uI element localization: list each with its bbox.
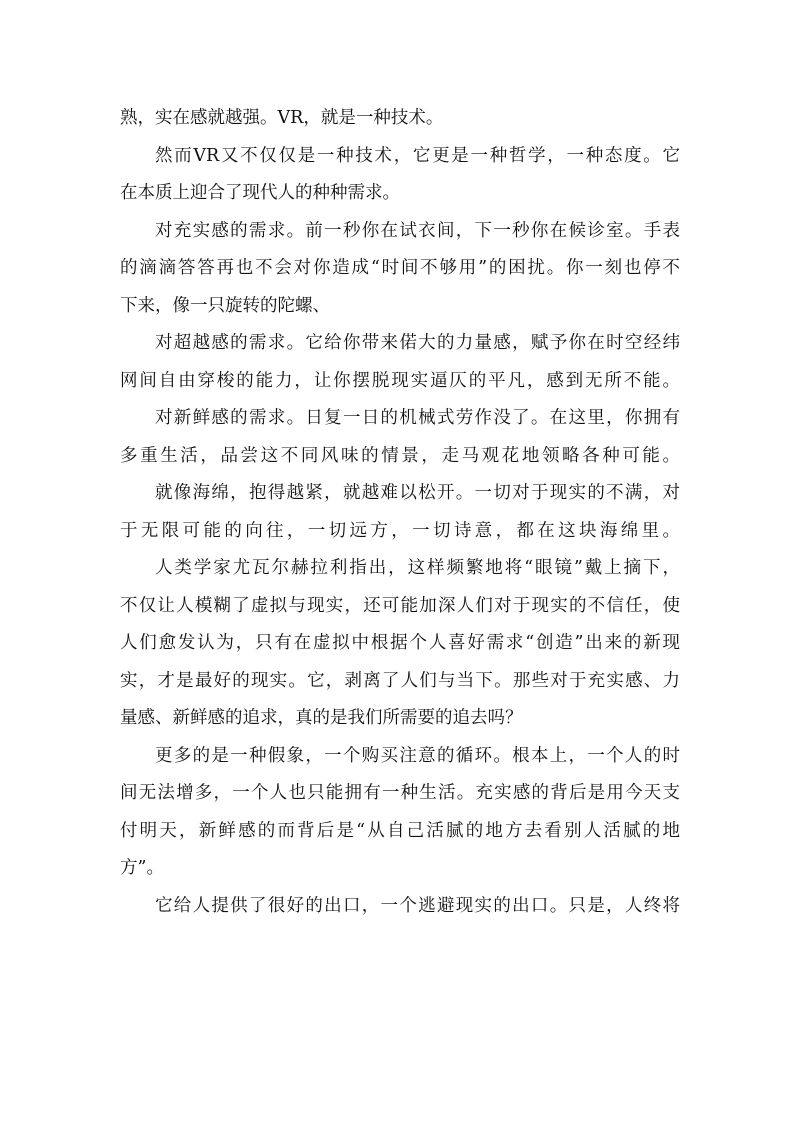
text-line: 多重生活，品尝这不同风味的情景，走马观花地领略各种可能。 <box>120 445 680 466</box>
text-line: 间无法增多，一个人也只能拥有一种生活。充实感的背后是用今天支 <box>120 783 680 803</box>
text-line: 在本质上迎合了现代人的种种需求。 <box>120 183 400 203</box>
text-line: 它给人提供了很好的出口，一个逃避现实的出口。只是，人终将 <box>155 895 680 916</box>
text-line: 付明天，新鲜感的而背后是“从自己活腻的地方去看别人活腻的地 <box>120 820 680 841</box>
text-line: 更多的是一种假象，一个购买注意的循环。根本上，一个人的时 <box>155 745 680 766</box>
text-line: 然而VR又不仅仅是一种技术，它更是一种哲学，一种态度。它 <box>155 145 680 166</box>
text-line: 网间自由穿梭的能力，让你摆脱现实逼仄的平凡，感到无所不能。 <box>120 370 680 391</box>
text-line: 实，才是最好的现实。它，剥离了人们与当下。那些对于充实感、力 <box>120 670 680 691</box>
text-line: 就像海绵，抱得越紧，就越难以松开。一切对于现实的不满，对 <box>155 483 680 503</box>
text-line: 于无限可能的向往，一切远方，一切诗意，都在这块海绵里。 <box>120 520 680 541</box>
text-line: 对超越感的需求。它给你带来偌大的力量感，赋予你在时空经纬 <box>155 333 680 353</box>
text-line: 对新鲜感的需求。日复一日的机械式劳作没了。在这里，你拥有 <box>155 408 680 428</box>
text-line: 熟，实在感就越强。VR，就是一种技术。 <box>120 108 444 128</box>
text-line: 下来，像一只旋转的陀螺、 <box>120 295 330 316</box>
body-text <box>120 100 680 925</box>
text-line: 对充实感的需求。前一秒你在试衣间，下一秒你在候诊室。手表 <box>155 220 680 241</box>
text-line: 量感、新鲜感的追求，真的是我们所需要的追去吗？ <box>120 708 523 728</box>
text-line: 方”。 <box>120 858 164 878</box>
text-line: 人们愈发认为，只有在虚拟中根据个人喜好需求“创造”出来的新现 <box>120 633 680 653</box>
text-line: 的滴滴答答再也不会对你造成“时间不够用”的困扰。你一刻也停不 <box>120 258 680 278</box>
text-line: 人类学家尤瓦尔赫拉利指出，这样频繁地将“眼镜”戴上摘下， <box>155 558 680 578</box>
text-line: 不仅让人模糊了虚拟与现实，还可能加深人们对于现实的不信任，使 <box>120 595 680 616</box>
